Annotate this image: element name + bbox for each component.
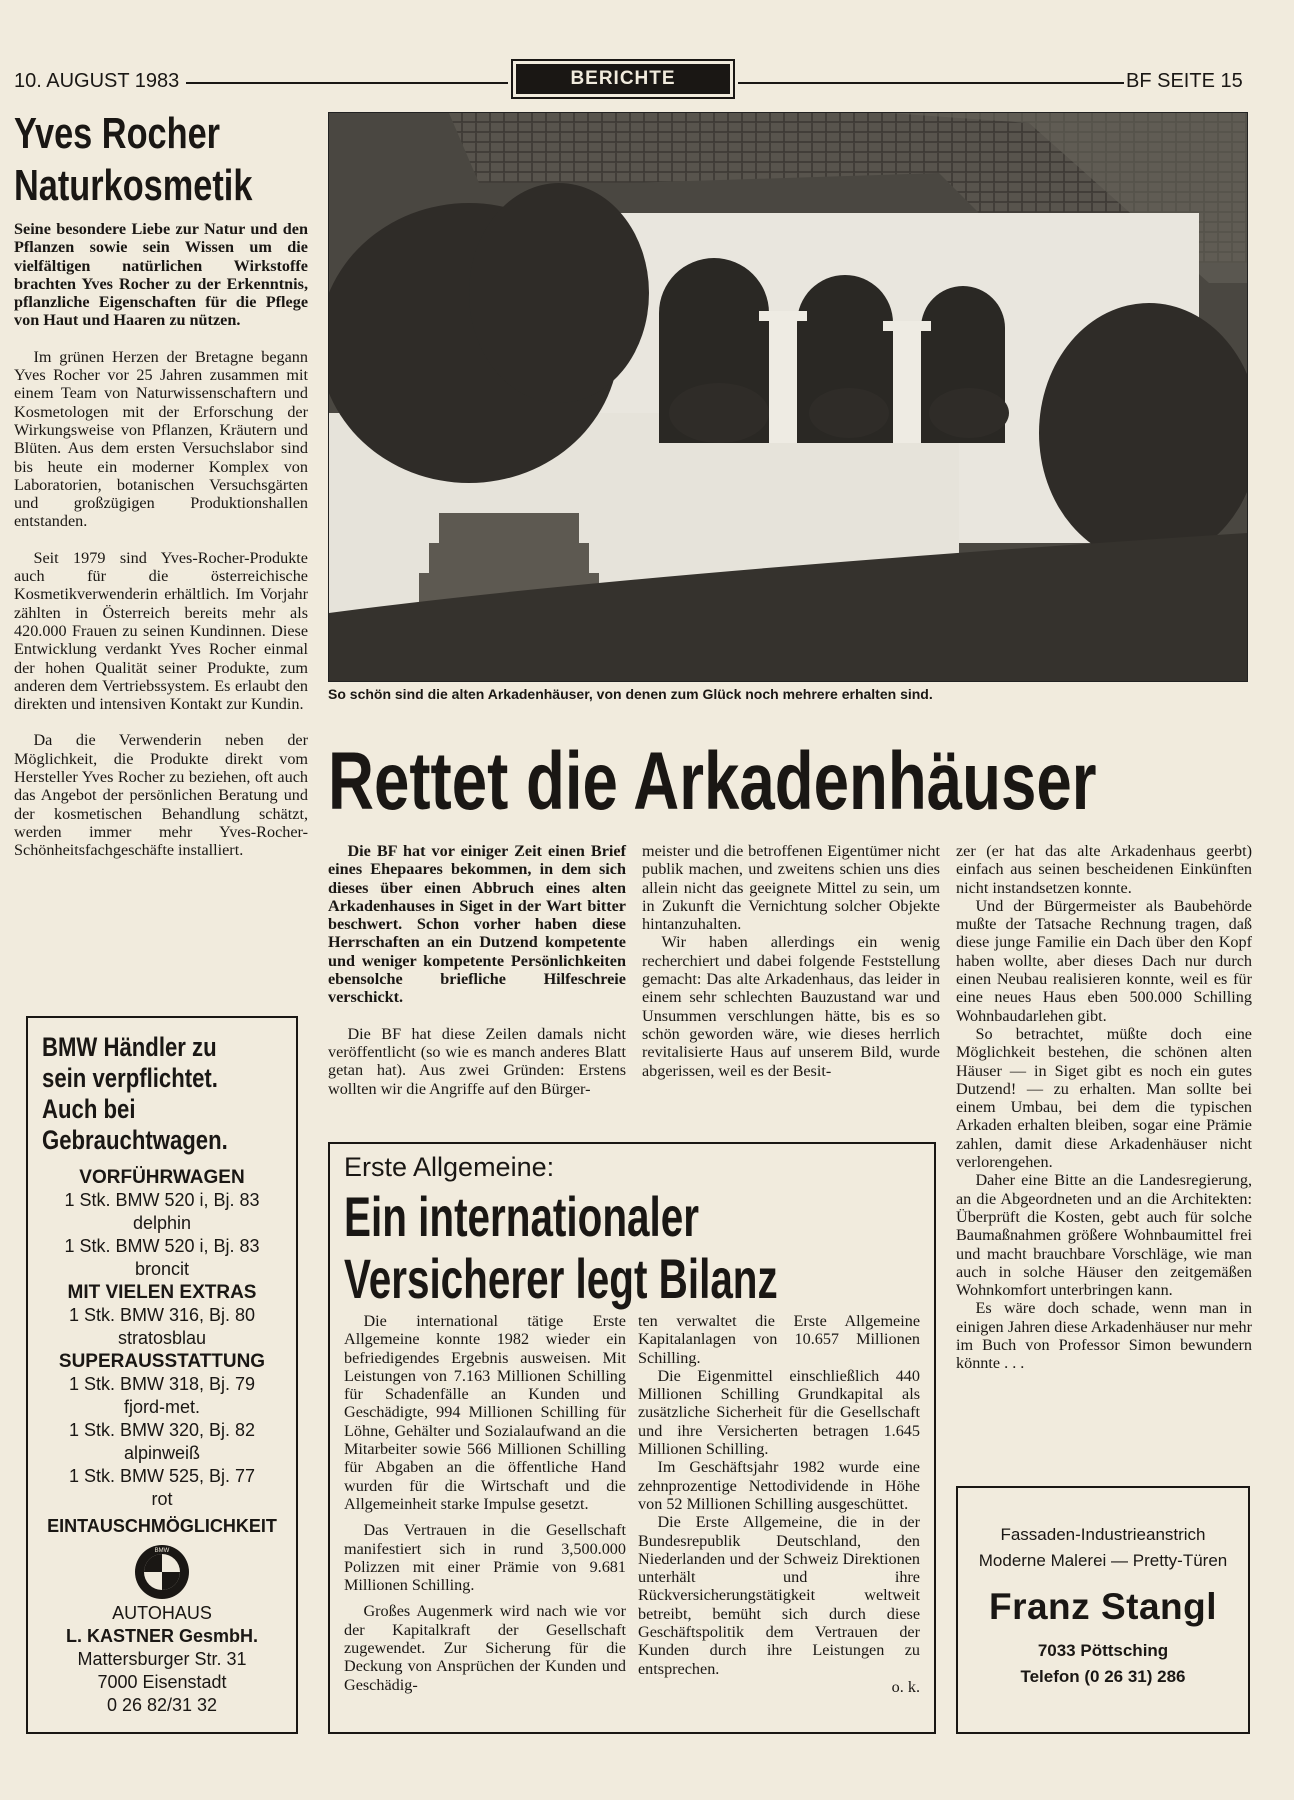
photo-caption: So schön sind die alten Arkadenhäuser, von denen zum Glück noch mehrere erhalten sind. xyxy=(328,686,933,702)
rocher-article xyxy=(14,108,320,212)
insurance-signature: o. k. xyxy=(891,1677,920,1696)
insurance-col1-paragraph-2: Das Vertrauen in die Gesellschaft manifestiert sich in rund 3,500.000 Polizzen mit einer Prämie von 9.681 Millionen Schilling. xyxy=(344,1521,626,1595)
insurance-article-box xyxy=(328,1142,936,1734)
stangl-service-1: Fassaden-Industrieanstrich xyxy=(1000,1525,1206,1544)
arkaden-col3-paragraph-3: So betrachtet, müßte doch eine Möglichkeit bestehen, die schönen alten Häuser — in Siget gibt es noch ein gutes Dutzend! — zu erhalten. Man sollte bei einem Umbau, bei dem die typischen Arkaden erhalten bleiben, sogar eine Prämie zahlen, damit diese Arkadenhäuser nicht verlorengehen. xyxy=(956,1024,1252,1172)
insurance-col2-paragraph-4: Die Erste Allgemeine, die in der Bundesrepublik Deutschland, den Niederlanden und der Schweiz Direktionen unterhält und ihre Rückversicherungstätigkeit weltweit betreibt, bemüht sich durch diese Geschäftspolitik dem Vertrauen der Kunden durch ihre Leistungen zu entsprechen. xyxy=(638,1513,920,1678)
bmw-car-2: 1 Stk. BMW 520 i, Bj. 83 xyxy=(64,1236,260,1256)
header-rule-left xyxy=(186,82,508,84)
bmw-section-super: SUPERAUSSTATTUNG xyxy=(58,1351,266,1372)
arkaden-col1-paragraph: Die BF hat diese Zeilen damals nicht veröffentlicht (so wie es manch anderes Blatt getan hat). Aus zwei Gründen: Erstens wollten wir die Angriffe auf den Bürger- xyxy=(328,1024,626,1098)
stangl-city: 7033 Pöttsching xyxy=(1037,1641,1169,1660)
arkaden-column-1 xyxy=(328,842,626,1098)
bmw-ad-headline-1: BMW Händler zu xyxy=(42,1032,217,1062)
insurance-headline-2: Versicherer legt Bilanz xyxy=(344,1247,778,1310)
bmw-ad-headline-3: Auch bei xyxy=(42,1094,136,1124)
bmw-dealer-ad xyxy=(26,1016,298,1734)
arkaden-col3-paragraph-4: Daher eine Bitte an die Landesregierung, an die Abgeordneten und an die Architekten: Überprüft die Kosten, gebt auch für solche Baumaßnahmen größere Wohnbaumittel frei und macht brauchbare Vorschläge, wie man auch in solche Häuser den zeitgemäßen Wohnkomfort unterbringen kann. xyxy=(956,1171,1252,1300)
section-label: BERICHTE xyxy=(516,64,730,94)
bmw-logo-icon xyxy=(134,1544,190,1600)
arkaden-headline: Rettet die Arkadenhäuser xyxy=(328,736,1097,827)
stangl-company-name: Franz Stangl xyxy=(988,1586,1218,1627)
svg-text:BMW: BMW xyxy=(154,1548,170,1554)
bmw-section-tradein: EINTAUSCHMÖGLICHKEIT xyxy=(47,1516,277,1536)
arkaden-column-3 xyxy=(956,842,1252,1373)
bmw-section-extras: MIT VIELEN EXTRAS xyxy=(67,1282,257,1303)
bmw-ad-headline-4: Gebrauchtwagen. xyxy=(42,1125,228,1155)
rocher-paragraph-3: Da die Verwenderin neben der Möglichkeit, die Produkte direkt vom Hersteller Yves Rocher zu beziehen, oft auch das Angebot der persönlichen Beratung und der kosmetischen Behandlung schätzt, werden immer mehr Yves-Rocher-Schönheitsfachgeschäfte installiert. xyxy=(14,731,308,860)
insurance-headline-1: Ein internationaler xyxy=(344,1185,699,1248)
bmw-car-5-color: alpinweiß xyxy=(123,1443,201,1463)
rocher-text xyxy=(14,220,308,860)
bmw-car-5: 1 Stk. BMW 320, Bj. 82 xyxy=(68,1420,256,1440)
arkaden-col3-paragraph-1: zer (er hat das alte Arkadenhaus geerbt) einfach aus seinen bescheidenen Einkünften nicht instandsetzen konnte. xyxy=(956,842,1252,897)
insurance-col2-paragraph-1: ten verwaltet die Erste Allgemeine Kapitalanlagen von 10.657 Millionen Schilling. xyxy=(638,1312,920,1367)
bmw-ad-headline-2: sein verpflichtet. xyxy=(42,1063,218,1093)
bmw-address-street: Mattersburger Str. 31 xyxy=(77,1649,247,1669)
bmw-car-3: 1 Stk. BMW 316, Bj. 80 xyxy=(68,1305,256,1325)
bmw-dealer-name: L. KASTNER GesmbH. xyxy=(65,1626,259,1646)
bmw-car-1: 1 Stk. BMW 520 i, Bj. 83 xyxy=(64,1190,260,1210)
stangl-phone: Telefon (0 26 31) 286 xyxy=(1020,1667,1186,1686)
insurance-col1-paragraph-3: Großes Augenmerk wird nach wie vor der Kapitalkraft der Gesellschaft zugewendet. Zur Sicherung für die Deckung von Ansprüchen der Kunden und Geschädig- xyxy=(344,1602,626,1694)
insurance-kicker: Erste Allgemeine: xyxy=(344,1152,555,1182)
issue-date: 10. AUGUST 1983 xyxy=(14,70,180,92)
bmw-address-city: 7000 Eisenstadt xyxy=(97,1672,227,1692)
rocher-headline-2: Naturkosmetik xyxy=(14,161,253,210)
insurance-col2-paragraph-3: Im Geschäftsjahr 1982 wurde eine zehnprozentige Nettodividende in Höhe von 52 Millionen Schilling ausgeschüttet. xyxy=(638,1458,920,1513)
arkaden-col3-paragraph-2: Und der Bürgermeister als Baubehörde mußte der Tatsache Rechnung tragen, daß diese junge Familie ein Dach über den Kopf haben wollte, aber dieses Dach nur durch einen Neubau realisieren konnte, weil es für eine neues Haus eben 500.000 Schilling Wohnbaudarlehen gibt. xyxy=(956,896,1252,1025)
bmw-car-4-color: fjord-met. xyxy=(123,1397,201,1417)
bmw-car-6-color: rot xyxy=(151,1489,173,1509)
header-rule-right xyxy=(738,82,1124,84)
insurance-col1-paragraph-1: Die international tätige Erste Allgemeine konnte 1982 wieder ein befriedigendes Ergebnis ausweisen. Mit Leistungen von 7.163 Millionen Schilling für Schadenfälle an Kunden und Geschädigte, 994 Millionen Schilling für Löhne, Gehälter und Sozialaufwand an die Mitarbeiter sowie 566 Millionen Schilling für Abgaben an die öffentliche Hand wurden für die Wirtschaft und die Allgemeinheit starke Impulse gesetzt. xyxy=(344,1312,626,1513)
arkaden-lead: Die BF hat vor einiger Zeit einen Brief eines Ehepaares bekommen, in dem sich dieses über einen Abbruch eines alten Arkadenhauses in Siget in der Wart bitter beschwert. Schon vorher haben diese Herrschaften an ein Dutzend kompetente und weniger kompetente Persönlichkeiten ebensolche briefliche Hilfeschreie verschickt. xyxy=(328,842,626,1007)
rocher-lead: Seine besondere Liebe zur Natur und den Pflanzen sowie sein Wissen um die vielfältigen natürlichen Wirkstoffe brachten Yves Rocher zu der Erkenntnis, pflanzliche Eigenschaften für die Pflege von Haut und Haaren zu nützen. xyxy=(14,220,308,330)
arkaden-col3-paragraph-5: Es wäre doch schade, wenn man in einigen Jahren diese Arkadenhäuser nur mehr im Buch von Professor Simon bewundern könnte . . . xyxy=(956,1299,1252,1373)
insurance-column-2 xyxy=(638,1312,920,1696)
bmw-car-3-color: stratosblau xyxy=(117,1328,207,1348)
arkaden-col2-paragraph-1: meister und die betroffenen Eigentümer nicht publik machen, und zweitens schien uns dies allein nicht das geeignete Mittel zu sein, um in Zukunft die Vernichtung solcher Objekte hintanzuhalten. xyxy=(642,842,940,934)
stangl-ad xyxy=(956,1486,1250,1734)
insurance-column-1 xyxy=(344,1312,626,1694)
rocher-headline-1: Yves Rocher xyxy=(14,109,221,158)
arkaden-col2-paragraph-2: Wir haben allerdings ein wenig recherchiert und dabei folgende Feststellung gemacht: Das alte Arkadenhaus, das leider in einem sehr schlechten Bauzustand war und Unsummen verschlungen hätte, bis es so schön geworden wäre, wie dieses herrlich revitalisierte Haus auf unserem Bild, wurde abgerissen, weil es der Besit- xyxy=(642,933,940,1080)
stangl-service-2: Moderne Malerei — Pretty-Türen xyxy=(978,1551,1228,1570)
rocher-paragraph-2: Seit 1979 sind Yves-Rocher-Produkte auch für die österreichische Kosmetikverwenderin erhältlich. Im Vorjahr zählten in Österreich bereits mehr als 420.000 Frauen zu seinen Kundinnen. Diese Entwicklung verdankt Yves Rocher einmal der hohen Qualität seiner Produkte, zum anderen dem Vertriebssystem. Es erlaubt den direkten und intensiven Kontakt zur Kundin. xyxy=(14,548,308,714)
arcade-house-photo xyxy=(328,112,1248,682)
bmw-car-1-color: delphin xyxy=(132,1213,192,1233)
bmw-car-6: 1 Stk. BMW 525, Bj. 77 xyxy=(68,1466,256,1486)
bmw-section-demo: VORFÜHRWAGEN xyxy=(79,1167,245,1188)
insurance-col2-paragraph-2: Die Eigenmittel einschließlich 440 Millionen Schilling Grundkapital als zusätzliche Sicherheit für die Gesellschaft und ihre Versicherten betragen 1.645 Millionen Schilling. xyxy=(638,1366,920,1459)
bmw-dealer-label: AUTOHAUS xyxy=(112,1603,212,1623)
bmw-car-4: 1 Stk. BMW 318, Bj. 79 xyxy=(68,1374,256,1394)
bmw-car-2-color: broncit xyxy=(134,1259,190,1279)
arkaden-column-2 xyxy=(642,842,940,1080)
bmw-phone: 0 26 82/31 32 xyxy=(106,1695,218,1715)
rocher-paragraph-1: Im grünen Herzen der Bretagne begann Yves Rocher vor 25 Jahren zusammen mit einem Team von Naturwissenschaftern und Kosmetologen mit der Erforschung der Wirkungsweise von Pflanzen, Kräutern und Blüten. Aus dem ersten Versuchslabor sind bis heute ein moderner Komplex von Laboratorien, botanischen Versuchsgärten und großzügigen Produktionshallen entstanden. xyxy=(14,347,308,531)
page-number: BF SEITE 15 xyxy=(1126,70,1243,92)
